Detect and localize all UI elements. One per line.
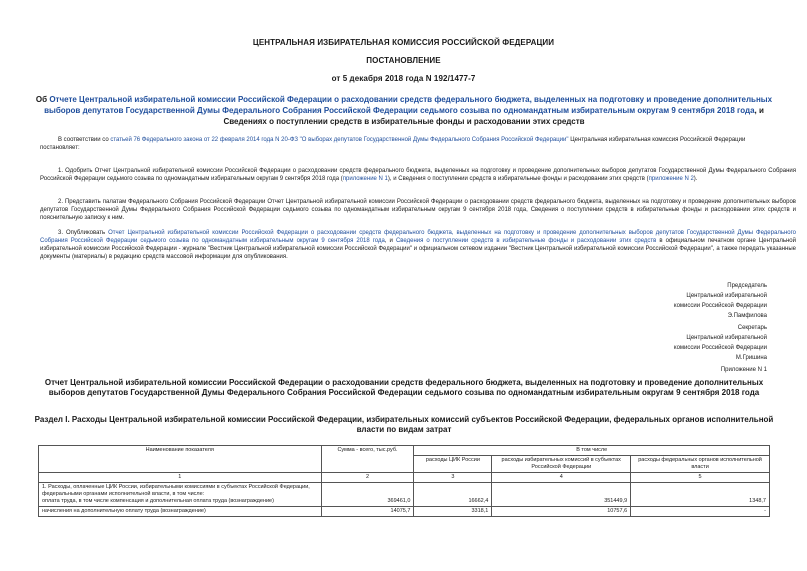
- secretary-title: Секретарь: [737, 325, 767, 331]
- p1-text-a: В соответствии со: [58, 137, 111, 143]
- paragraph-1: [40, 167, 796, 183]
- cell-cik: 16662,4: [414, 483, 492, 507]
- header-cik: расходы ЦИК России: [414, 456, 492, 473]
- row-label-main: 1. Расходы, оплаченные ЦИК России, избирательными комиссиями в субъектах Российской Федерации, федеральными органами исполнительной власти, в том числе:: [42, 484, 310, 497]
- chair-title: Председатель: [727, 283, 767, 289]
- p4-text-b: , и: [384, 238, 396, 244]
- p4-text-a: 3. Опубликовать: [58, 230, 109, 236]
- table-row: [39, 483, 770, 507]
- row-label-sub: оплата труда, в том числе компенсация и дополнительная оплата труда (вознаграждение): [42, 498, 274, 504]
- appendix-2-link[interactable]: приложение N 2: [648, 176, 694, 182]
- title-prefix: Об: [35, 95, 48, 104]
- paragraph-preamble: [40, 136, 796, 152]
- resolution-title: [28, 94, 780, 127]
- date-number: от 5 декабря 2018 года N 192/1477-7: [331, 74, 476, 83]
- secretary-name: М.Гришина: [735, 355, 767, 361]
- info-link[interactable]: Сведения о поступлении средств в избирательные фонды и расходовании этих средств: [395, 238, 657, 244]
- report-link[interactable]: Отчет Центральной избирательной комиссии Российской Федерации о расходовании средств федерального бюджета, выделенных на подготовку и проведение дополнительных выборов депутатов Государственной Думы Федерального Собрания Российской Федерации седьмого созыва по одномандатным избирательным округам 9 сентября 2018 года: [40, 230, 796, 244]
- title-suffix: , и Сведениях о поступлении средств в избирательные фонды и расходовании этих средств: [223, 106, 764, 126]
- row-label: [39, 483, 322, 507]
- cell-federal: 1348,7: [631, 483, 770, 507]
- cell-sum: 369461,0: [321, 483, 414, 507]
- chair-org-2: комиссии Российской Федерации: [673, 303, 767, 309]
- section-title: Раздел I. Расходы Центральной избирательной комиссии Российской Федерации, избирательных комиссий субъектов Российской Федерации, федеральных органов исполнительной власти по видам затрат: [34, 415, 774, 434]
- cell-sum: 14075,7: [321, 507, 414, 517]
- header-subjects: расходы избирательных комиссий в субъектах Российской Федерации: [492, 456, 631, 473]
- secretary-org-2: комиссии Российской Федерации: [673, 345, 767, 351]
- doc-type: ПОСТАНОВЛЕНИЕ: [366, 56, 441, 65]
- col-number: 4: [492, 473, 631, 483]
- p2-text-a: 1. Одобрить Отчет Центральной избирательной комиссии Российской Федерации о расходовании средств федерального бюджета, выделенных на подготовку и проведение дополнительных выборов депутатов Государственной Думы Федерального Собрания Российской Федерации седьмого созыва по одномандатным избирательным округам 9 сентября 2018 года (: [40, 168, 796, 182]
- cell-federal: -: [631, 507, 770, 517]
- p2-text-c: ).: [693, 176, 698, 182]
- col-number: 5: [631, 473, 770, 483]
- paragraph-3: [40, 229, 796, 261]
- row-label: начисления на дополнительную оплату труда (вознаграждение): [39, 507, 322, 517]
- header-incl: В том числе: [414, 446, 770, 456]
- cell-subjects: 351449,9: [492, 483, 631, 507]
- p1-text-b: Центральная избирательная комиссия Российской Федерации: [568, 137, 746, 143]
- paragraph-2: 2. Представить палатам Федерального Собрания Российской Федерации Отчет Центральной избирательной комиссии Российской Федерации о расходовании средств федерального бюджета, выделенных на подготовку и проведение дополнительных выборов депутатов Государственной Думы Федерального Собрания Российской Федерации седьмого созыва по одномандатным избирательным округам 9 сентября 2018 года, Сведения о поступлении средств в избирательные фонды и расходовании этих средств и пояснительную записку к ним.: [40, 199, 796, 221]
- chair-name: Э.Памфилова: [727, 313, 767, 319]
- header-sum: Сумма - всего, тыс.руб.: [321, 446, 414, 473]
- col-number: 1: [39, 473, 322, 483]
- appendix-label: Приложение N 1: [720, 367, 767, 373]
- p1-resolves: постановляет:: [40, 145, 80, 151]
- table-row: [39, 507, 770, 517]
- p4-text-c: в официальном печатном органе Центральной избирательной комиссии Российской Федерации - журнале "Вестник Центральной избирательной комиссии Российской Федерации" и официальном сетевом издании "Вестник Центральной избирательной комиссии Российской Федерации", а также передать указанные документы (материалы) в редакцию средств массовой информации для опубликования.: [40, 238, 796, 260]
- header-federal: расходы федеральных органов исполнительной власти: [631, 456, 770, 473]
- col-number: 3: [414, 473, 492, 483]
- expenses-table: [38, 445, 770, 517]
- law-link[interactable]: статьей 76 Федерального закона от 22 февраля 2014 года N 20-ФЗ "О выборах депутатов Государственной Думы Федерального Собрания Российской Федерации": [110, 137, 569, 143]
- title-link[interactable]: Отчете Центральной избирательной комиссии Российской Федерации о расходовании средств федерального бюджета, выделенных на подготовку и проведение дополнительных выборов депутатов Государственной Думы Федерального Собрания Российской Федерации седьмого созыва по одномандатным избирательным округам 9 сентября 2018 года: [44, 95, 773, 115]
- report-title: Отчет Центральной избирательной комиссии Российской Федерации о расходовании средств федерального бюджета, выделенных на подготовку и проведение дополнительных выборов депутатов Государственной Думы Федерального Собрания Российской Федерации седьмого созыва по одномандатным избирательным округам 9 сентября 2018 года: [44, 378, 764, 397]
- col-number: 2: [321, 473, 414, 483]
- chair-org-1: Центральной избирательной: [686, 293, 767, 299]
- cell-cik: 3318,1: [414, 507, 492, 517]
- org-header: ЦЕНТРАЛЬНАЯ ИЗБИРАТЕЛЬНАЯ КОМИССИЯ РОССИЙСКОЙ ФЕДЕРАЦИИ: [252, 38, 555, 47]
- table-header-row: [39, 446, 770, 456]
- cell-subjects: 10757,6: [492, 507, 631, 517]
- header-name: Наименование показателя: [39, 446, 322, 473]
- p2-text-b: ), и Сведения о поступлении средств в избирательные фонды и расходовании этих средств (: [387, 176, 649, 182]
- appendix-1-link[interactable]: приложение N 1: [342, 176, 388, 182]
- secretary-org-1: Центральной избирательной: [686, 335, 767, 341]
- table-number-row: [39, 473, 770, 483]
